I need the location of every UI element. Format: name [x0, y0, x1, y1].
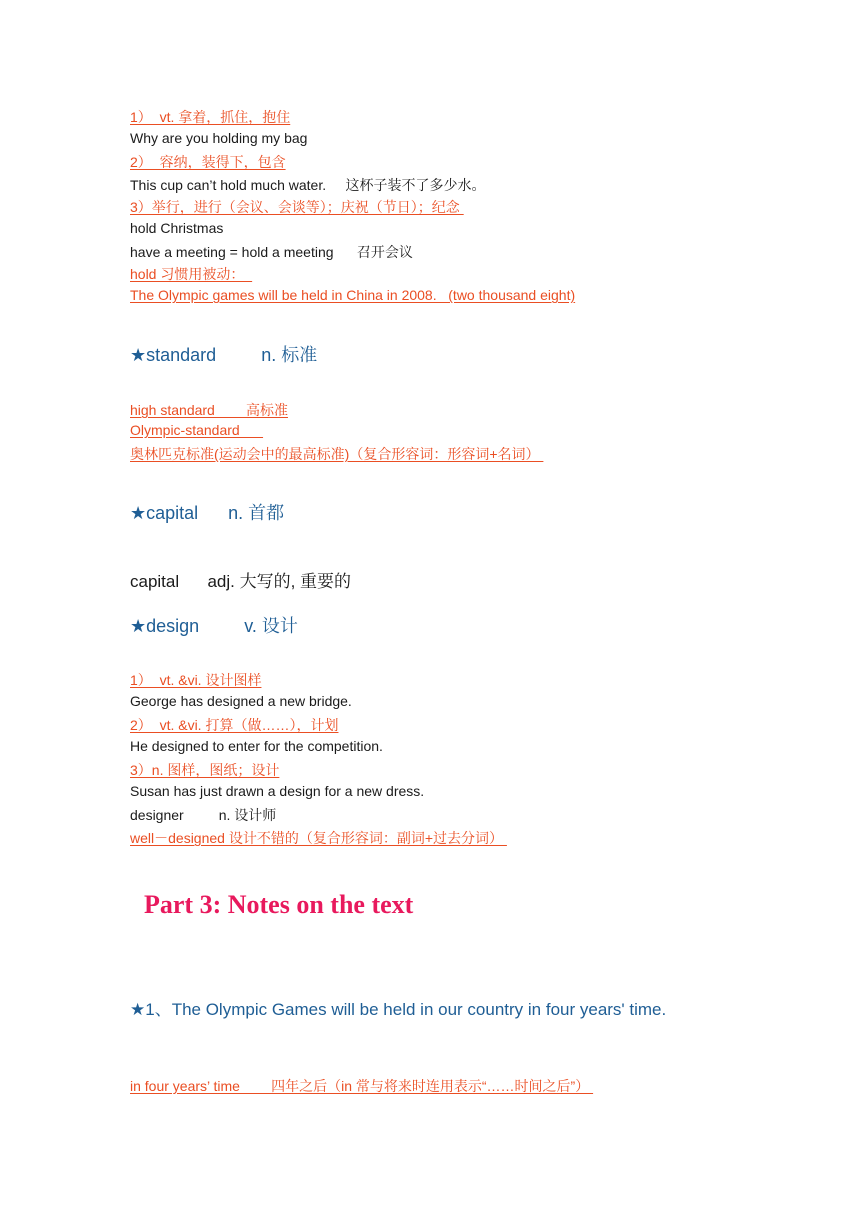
design-sense-3: 3）n. 图样，图纸；设计 [130, 762, 280, 778]
capital-heading: ★capital n. 首都 [130, 503, 285, 523]
design-heading: ★design v. 设计 [130, 616, 298, 636]
design-compound: well－designed 设计不错的（复合形容词：副词+过去分词） [130, 830, 507, 846]
hold-example-1: Why are you holding my bag [130, 130, 308, 146]
design-example-1: George has designed a new bridge. [130, 693, 352, 709]
design-sense-1: 1） vt. &vi. 设计图样 [130, 672, 262, 688]
design-sense-2: 2） vt. &vi. 打算（做……），计划 [130, 717, 339, 733]
note-1-phrase: in four years’ time 四年之后（in 常与将来时连用表示“……时间之后”） [130, 1078, 594, 1094]
standard-line-2: Olympic-standard [130, 422, 264, 438]
hold-example-3b: have a meeting = hold a meeting 召开会议 [130, 244, 413, 260]
hold-sense-3: 3）举行，进行（会议、会谈等）；庆祝（节日）；纪念 [130, 199, 464, 215]
hold-sense-1: 1） vt. 拿着，抓住，抱住 [130, 109, 291, 125]
hold-passive-note: hold 习惯用被动： [130, 266, 253, 282]
hold-example-3a: hold Christmas [130, 220, 224, 236]
design-example-2: He designed to enter for the competition. [130, 738, 383, 754]
design-example-3: Susan has just drawn a design for a new dress. [130, 783, 425, 799]
hold-example-2: This cup can’t hold much water. 这杯子装不了多少水。 [130, 177, 486, 193]
hold-passive-example: The Olympic games will be held in China in 2008. (two thousand eight) [130, 287, 576, 303]
hold-sense-2: 2） 容纳，装得下，包含 [130, 154, 286, 170]
part-3-title: Part 3: Notes on the text [144, 890, 414, 919]
note-1-sentence: ★1、The Olympic Games will be held in our country in four years' time. [130, 1000, 667, 1019]
designer-line: designer n. 设计师 [130, 807, 277, 823]
capital-adj-line: capital adj. 大写的, 重要的 [130, 572, 352, 591]
standard-line-3: 奥林匹克标准(运动会中的最高标准)（复合形容词：形容词+名词） [130, 446, 544, 462]
standard-heading: ★standard n. 标准 [130, 345, 318, 365]
standard-line-1: high standard 高标准 [130, 402, 288, 418]
